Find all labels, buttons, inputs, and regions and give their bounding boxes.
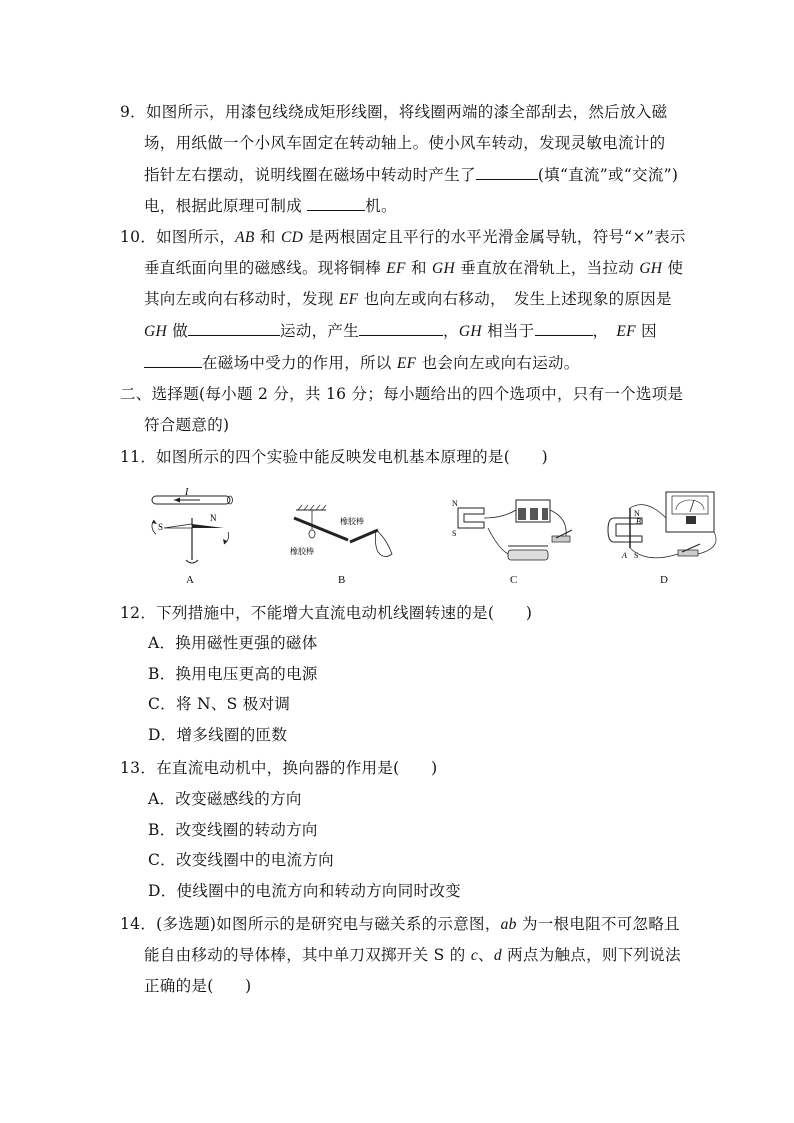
var-ab: AB xyxy=(235,229,255,246)
figure-c-label: C xyxy=(510,574,518,586)
figure-a[interactable] xyxy=(140,488,250,588)
q10-text: 和 xyxy=(405,259,433,277)
q9-line4 xyxy=(144,195,704,216)
q14-text: 为一根电阻不可忽略且 xyxy=(516,915,680,933)
var-gh: GH xyxy=(144,323,167,340)
rubber-rod-label: 橡胶棒 xyxy=(340,517,364,526)
q14-text: 两点为触点，则下列说法 xyxy=(501,946,681,964)
q9-line1: 9．如图所示，用漆包线绕成矩形线圈，将线圈两端的漆全部刮去，然后放入磁 xyxy=(120,103,668,121)
var-c: c xyxy=(470,947,478,964)
q14-line2 xyxy=(144,945,704,966)
q10-text: 其向左或向右移动时，发现 xyxy=(144,290,339,308)
var-ab: ab xyxy=(500,916,517,933)
q12-option-a[interactable]: A．换用磁性更强的磁体 xyxy=(148,634,318,652)
q10-text: ， xyxy=(592,322,617,340)
q9-line3 xyxy=(144,164,704,185)
q14-text: 、 xyxy=(478,946,494,964)
var-ef: EF xyxy=(396,355,417,372)
q10-text: 运动，产生 xyxy=(280,322,360,340)
pole-n-label: N xyxy=(210,513,217,523)
q14-text: 能自由移动的导体棒，其中单刀双掷开关 S 的 xyxy=(144,946,471,964)
answer-blank[interactable] xyxy=(476,164,538,180)
q10-text: ， xyxy=(443,322,459,340)
pole-n-label: N xyxy=(452,499,458,508)
var-gh: GH xyxy=(432,260,456,277)
q12-option-b[interactable]: B．换用电压更高的电源 xyxy=(148,665,318,683)
q10-text: 做 xyxy=(167,322,189,340)
q10-text: 在磁场中受力的作用，所以 xyxy=(202,354,397,372)
q10-line1 xyxy=(120,227,686,248)
q10-line5 xyxy=(144,352,704,374)
answer-blank[interactable] xyxy=(144,352,202,368)
rod-end-b-label: B xyxy=(636,517,641,526)
var-ef: EF xyxy=(338,291,359,308)
var-ef: EF xyxy=(386,260,406,277)
var-gh: GH xyxy=(458,323,482,340)
q10-text: 和 xyxy=(254,228,281,246)
pole-s-label: S xyxy=(634,551,639,560)
figure-c[interactable] xyxy=(448,488,583,588)
q11-figures xyxy=(140,488,730,588)
q13-stem: 13．在直流电动机中，换向器的作用是( ) xyxy=(120,759,438,777)
figure-d[interactable] xyxy=(606,488,730,588)
q13-option-c[interactable]: C．改变线圈中的电流方向 xyxy=(148,851,334,869)
pole-s-label: S xyxy=(158,522,164,532)
pole-n-label: N xyxy=(634,509,640,518)
answer-blank[interactable] xyxy=(359,320,443,336)
figure-a-label: A xyxy=(186,574,194,586)
q13-option-a[interactable]: A．改变磁感线的方向 xyxy=(148,790,302,808)
q10-text: 垂直放在滑轨上，当拉动 xyxy=(455,259,640,277)
section-heading-cont: 符合题意的) xyxy=(144,416,230,434)
section-heading: 二、选择题(每小题 2 分，共 16 分；每小题给出的四个选项中，只有一个选项是 xyxy=(120,385,684,403)
q9-text: 电，根据此原理可制成 xyxy=(144,197,308,215)
var-gh: GH xyxy=(639,260,663,277)
q10-text: 也会向左或向右运动。 xyxy=(416,354,580,372)
q10-line4 xyxy=(144,320,704,342)
var-ef: EF xyxy=(616,323,636,340)
q10-text: 相当于 xyxy=(481,322,535,340)
pole-s-label: S xyxy=(452,529,457,538)
q9-text: 机。 xyxy=(365,197,397,215)
q10-line2 xyxy=(144,258,704,279)
q10-text: 也向左或向右移动， 发生上述现象的原因是 xyxy=(358,290,672,308)
q10-text: 10．如图所示， xyxy=(120,228,236,246)
q10-text: 垂直纸面向里的磁感线。现将铜棒 xyxy=(144,259,387,277)
q14-text: 14．(多选题)如图所示的是研究电与磁关系的示意图， xyxy=(120,915,501,933)
q14-line1 xyxy=(120,914,680,935)
q10-text: 因 xyxy=(635,322,657,340)
figure-d-label: D xyxy=(660,574,668,586)
q12-stem: 12．下列措施中，不能增大直流电动机线圈转速的是( ) xyxy=(120,604,533,622)
q14-line3: 正确的是( ) xyxy=(144,977,252,995)
q12-option-d[interactable]: D．增多线圈的匝数 xyxy=(148,726,288,744)
q10-text: 是两根固定且平行的水平光滑金属导轨，符号“×”表示 xyxy=(303,228,686,246)
q12-option-c[interactable]: C．将 N、S 极对调 xyxy=(148,695,291,713)
answer-blank[interactable] xyxy=(307,195,365,211)
q11-stem: 11．如图所示的四个实验中能反映发电机基本原理的是( ) xyxy=(120,448,549,466)
q13-option-d[interactable]: D．使线圈中的电流方向和转动方向同时改变 xyxy=(148,882,461,900)
q9-text: (填“直流”或“交流”) xyxy=(537,166,679,184)
answer-blank[interactable] xyxy=(535,320,593,336)
answer-blank[interactable] xyxy=(188,320,280,336)
var-d: d xyxy=(493,947,502,964)
figure-b[interactable] xyxy=(288,488,408,588)
q13-option-b[interactable]: B．改变线圈的转动方向 xyxy=(148,821,318,839)
current-label: I xyxy=(185,488,189,498)
rod-end-a-label: A xyxy=(622,551,627,560)
q9-line2: 场，用纸做一个小风车固定在转动轴上。使小风车转动，发现灵敏电流计的 xyxy=(144,134,666,152)
q10-line3 xyxy=(144,289,704,310)
figure-b-label: B xyxy=(338,574,346,586)
var-cd: CD xyxy=(280,229,304,246)
q9-text: 指针左右摆动，说明线圈在磁场中转动时产生了 xyxy=(144,166,476,184)
q10-text: 使 xyxy=(662,259,684,277)
rubber-rod-label: 橡胶棒 xyxy=(290,547,314,556)
